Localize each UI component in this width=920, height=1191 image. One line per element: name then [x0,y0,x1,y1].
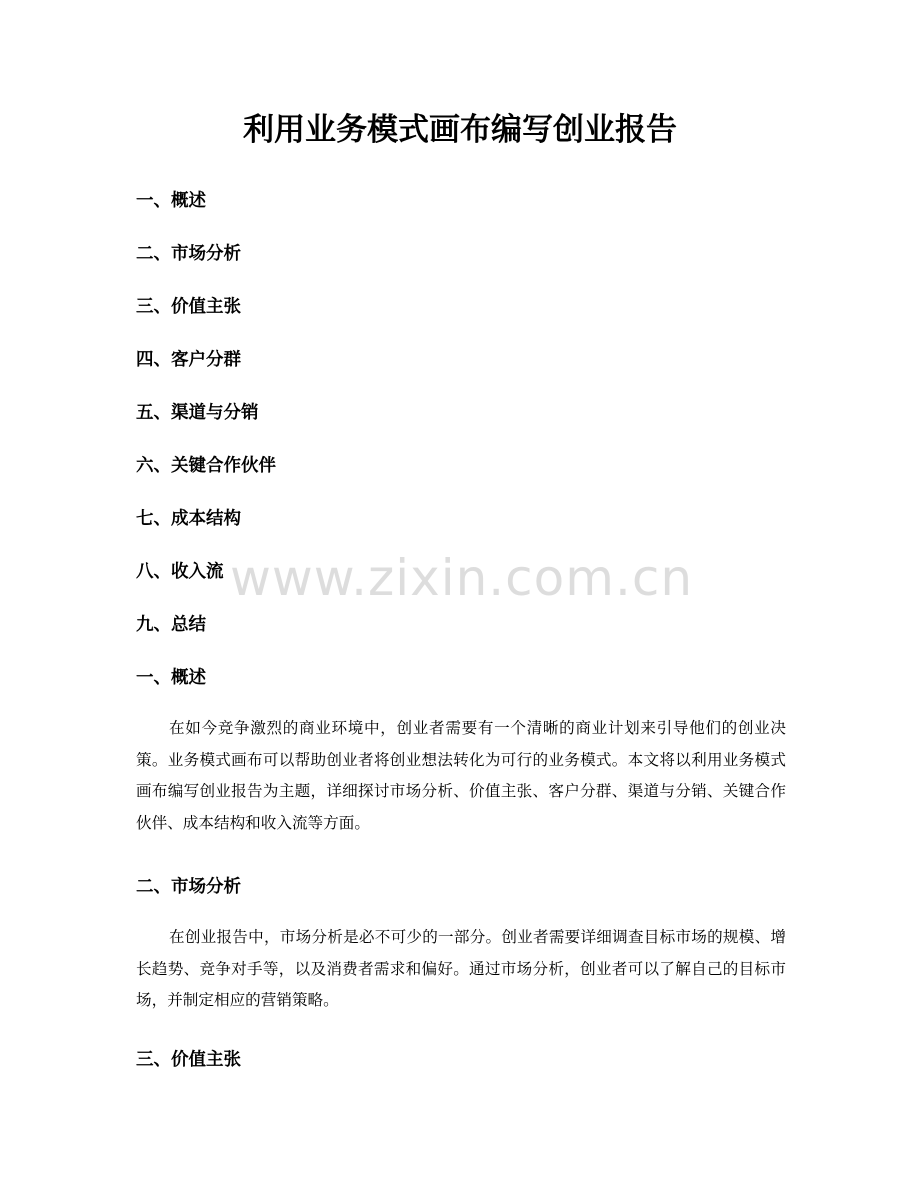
toc-item: 三、价值主张 [136,297,241,317]
section-heading: 二、市场分析 [136,877,241,897]
toc-item: 七、成本结构 [136,509,241,529]
document-title: 利用业务模式画布编写创业报告 [243,112,677,148]
toc-item: 一、概述 [136,191,206,211]
toc-item: 二、市场分析 [136,244,241,264]
section-heading: 三、价值主张 [136,1050,241,1070]
section-paragraph: 在如今竞争激烈的商业环境中，创业者需要有一个清晰的商业计划来引导他们的创业决策。业务模式画布可以帮助创业者将创业想法转化为可行的业务模式。本文将以利用业务模式画布编写创业报告为主题，详细探讨市场分析、价值主张、客户分群、渠道与分销、关键合作伙伴、成本结构和收入流等方面。 [136,719,786,832]
watermark-text: www.zixin.com.cn [230,549,694,607]
toc-item: 五、渠道与分销 [136,403,259,423]
section-paragraph: 在创业报告中，市场分析是必不可少的一部分。创业者需要详细调查目标市场的规模、增长趋势、竞争对手等，以及消费者需求和偏好。通过市场分析，创业者可以了解自己的目标市场，并制定相应的营销策略。 [136,928,786,1009]
toc-item: 四、客户分群 [136,350,241,370]
toc-item: 八、收入流 [136,562,224,582]
toc-item: 九、总结 [136,615,206,635]
section-heading: 一、概述 [136,668,206,688]
section-market-analysis [136,872,786,1017]
toc-item: 六、关键合作伙伴 [136,456,276,476]
section-overview [136,663,786,839]
section-value-proposition [136,1045,786,1075]
